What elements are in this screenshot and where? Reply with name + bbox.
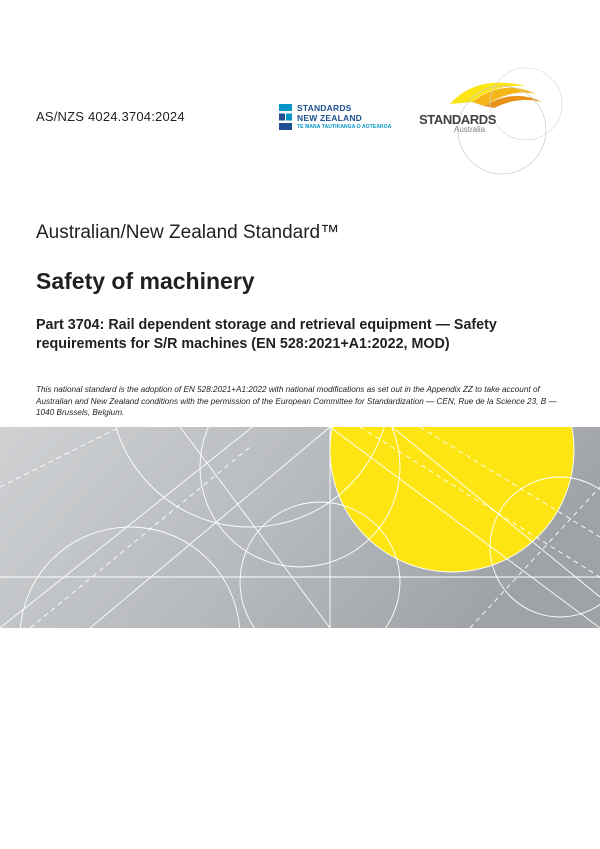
standard-number: AS/NZS 4024.3704:2024 bbox=[36, 109, 185, 124]
decorative-geometric-artwork bbox=[0, 427, 600, 628]
sa-logo-word: STANDARDS bbox=[419, 112, 497, 127]
sa-logo-sub: Australia bbox=[454, 125, 486, 134]
part-title: Part 3704: Rail dependent storage and retrieval equipment — Safety requirements for S/R machines (EN 528:2021+A1:2022, MOD) bbox=[36, 317, 497, 352]
standards-new-zealand-logo bbox=[279, 102, 392, 136]
snz-logo-line2: NEW ZEALAND bbox=[297, 113, 362, 123]
snz-logo-line1: STANDARDS bbox=[297, 103, 352, 113]
standards-australia-logo bbox=[414, 44, 574, 184]
adoption-note: This national standard is the adoption of EN 528:2021+A1:2022 with national modifications as set out in the Appendix ZZ to take account of Australian and New Zealand conditions with the permission of the European Committee for Standardization — CEN, Rue de la Science 23, B — 1040 Brussels, Belgium. bbox=[36, 385, 557, 417]
snz-mark-icon bbox=[279, 104, 292, 130]
document-title: Safety of machinery bbox=[36, 268, 255, 294]
snz-logo-line3: TE MANA TAUTIKANGA O AOTEAROA bbox=[297, 124, 392, 130]
standard-type-subtitle: Australian/New Zealand Standard™ bbox=[36, 222, 340, 243]
